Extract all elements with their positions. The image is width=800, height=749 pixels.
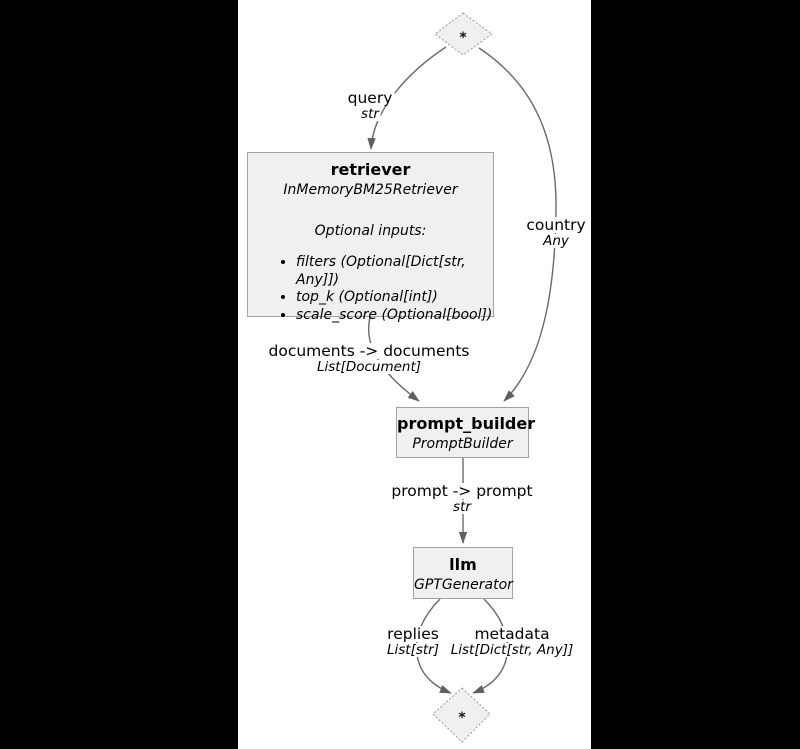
node-retriever-optional-list	[248, 254, 493, 324]
edge-label-query-type: str	[361, 106, 379, 122]
edge-label-query-name: query	[347, 89, 393, 107]
edge-label-metadata-type: List[Dict[str, Any]]	[450, 642, 574, 658]
edge-label-country	[524, 217, 587, 248]
node-retriever-subtitle: InMemoryBM25Retriever	[283, 182, 458, 198]
node-llm-title: llm	[449, 555, 477, 574]
output-node-label: *	[458, 710, 466, 726]
edge-label-documents-type: List[Document]	[316, 359, 422, 375]
edge-label-country-type: Any	[543, 233, 569, 249]
node-retriever-title: retriever	[330, 160, 411, 179]
edge-label-replies-type: List[str]	[386, 642, 440, 658]
edge-label-prompt-type: str	[453, 499, 471, 515]
optional-input-item: • scale_score (Optional[bool])	[296, 307, 493, 325]
edge-label-query	[346, 90, 395, 121]
edge-label-documents-name: documents -> documents	[268, 342, 470, 360]
edge-label-metadata	[449, 626, 576, 657]
node-retriever-optional-header: Optional inputs:	[314, 223, 427, 239]
edge-label-prompt	[389, 483, 534, 514]
node-prompt-builder-title: prompt_builder	[397, 414, 536, 433]
node-prompt-builder	[396, 407, 536, 458]
node-prompt-builder-subtitle: PromptBuilder	[412, 436, 513, 452]
edge-label-replies	[385, 626, 441, 657]
edge-label-metadata-name: metadata	[474, 625, 550, 643]
optional-input-item: • filters (Optional[Dict[str, Any]])	[296, 254, 493, 289]
node-llm	[413, 547, 513, 599]
node-retriever	[247, 152, 494, 323]
optional-input-item: • top_k (Optional[int])	[296, 289, 493, 307]
node-llm-subtitle: GPTGenerator	[414, 577, 513, 593]
input-node-label: *	[459, 30, 467, 46]
edge-label-country-name: country	[526, 216, 586, 234]
edge-label-prompt-name: prompt -> prompt	[391, 482, 533, 500]
edge-label-replies-name: replies	[387, 625, 439, 643]
edge-label-documents	[267, 343, 472, 374]
